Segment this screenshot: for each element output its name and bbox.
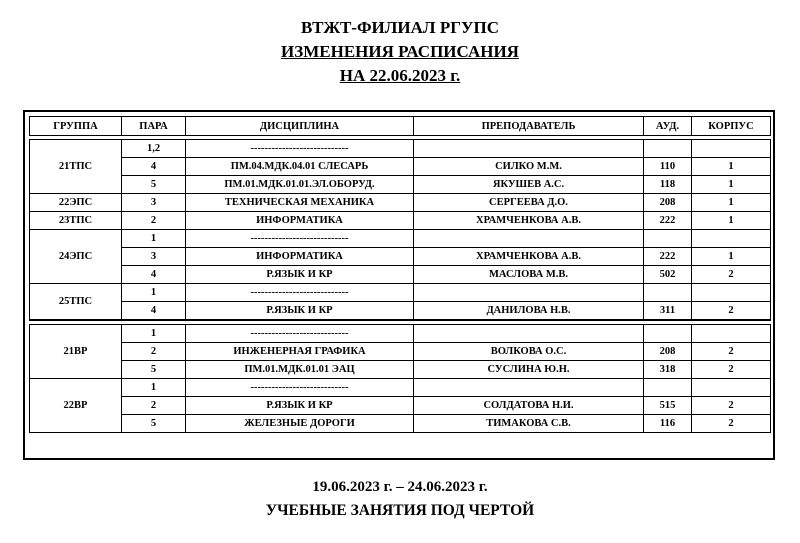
korpus-cell: 2 — [692, 397, 771, 415]
table-row — [30, 248, 771, 266]
aud-cell — [644, 379, 692, 397]
para-cell: 4 — [122, 302, 186, 321]
aud-cell: 208 — [644, 194, 692, 212]
discipline-cell: ---------------------------- — [186, 325, 414, 343]
aud-cell: 222 — [644, 212, 692, 230]
discipline-cell: Р.ЯЗЫК И КР — [186, 397, 414, 415]
korpus-cell: 2 — [692, 415, 771, 433]
teacher-cell: ХРАМЧЕНКОВА А.В. — [414, 212, 644, 230]
group-cell: 22ВР — [30, 379, 122, 433]
para-cell: 5 — [122, 415, 186, 433]
table-row — [30, 379, 771, 397]
aud-cell — [644, 230, 692, 248]
teacher-cell: МАСЛОВА М.В. — [414, 266, 644, 284]
teacher-cell — [414, 379, 644, 397]
teacher-cell: ХРАМЧЕНКОВА А.В. — [414, 248, 644, 266]
table-row — [30, 194, 771, 212]
discipline-cell: ПМ.04.МДК.04.01 СЛЕСАРЬ — [186, 158, 414, 176]
aud-cell: 311 — [644, 302, 692, 321]
aud-cell: 110 — [644, 158, 692, 176]
korpus-cell: 1 — [692, 158, 771, 176]
aud-cell: 208 — [644, 343, 692, 361]
schedule-frame — [23, 110, 775, 460]
group-cell: 21ТПС — [30, 140, 122, 194]
table-row — [30, 266, 771, 284]
korpus-cell — [692, 379, 771, 397]
discipline-cell: ПМ.01.МДК.01.01.ЭЛ.ОБОРУД. — [186, 176, 414, 194]
group-cell: 25ТПС — [30, 284, 122, 321]
header-date: НА 22.06.2023 г. — [339, 66, 461, 85]
aud-cell: 118 — [644, 176, 692, 194]
teacher-cell — [414, 325, 644, 343]
korpus-cell — [692, 230, 771, 248]
header-title: ИЗМЕНЕНИЯ РАСПИСАНИЯ — [281, 42, 519, 61]
para-cell: 2 — [122, 397, 186, 415]
para-cell: 4 — [122, 266, 186, 284]
para-cell: 1 — [122, 284, 186, 302]
table-row — [30, 140, 771, 158]
para-cell: 1 — [122, 230, 186, 248]
table-row — [30, 158, 771, 176]
teacher-cell — [414, 230, 644, 248]
para-cell: 3 — [122, 248, 186, 266]
discipline-cell: ИНЖЕНЕРНАЯ ГРАФИКА — [186, 343, 414, 361]
table-row — [30, 325, 771, 343]
teacher-cell: СЕРГЕЕВА Д.О. — [414, 194, 644, 212]
discipline-cell: ИНФОРМАТИКА — [186, 212, 414, 230]
aud-cell — [644, 140, 692, 158]
discipline-cell: ТЕХНИЧЕСКАЯ МЕХАНИКА — [186, 194, 414, 212]
korpus-cell — [692, 325, 771, 343]
col-header-discipline: ДИСЦИПЛИНА — [186, 117, 414, 136]
col-header-group: ГРУППА — [30, 117, 122, 136]
para-cell: 2 — [122, 212, 186, 230]
discipline-cell: ---------------------------- — [186, 230, 414, 248]
aud-cell: 502 — [644, 266, 692, 284]
discipline-cell: Р.ЯЗЫК И КР — [186, 302, 414, 321]
para-cell: 4 — [122, 158, 186, 176]
aud-cell: 318 — [644, 361, 692, 379]
teacher-cell — [414, 284, 644, 302]
teacher-cell — [414, 140, 644, 158]
table-row — [30, 284, 771, 302]
korpus-cell: 1 — [692, 176, 771, 194]
para-cell: 3 — [122, 194, 186, 212]
para-cell: 1 — [122, 325, 186, 343]
group-cell: 23ТПС — [30, 212, 122, 230]
group-cell: 22ЭПС — [30, 194, 122, 212]
discipline-cell: ПМ.01.МДК.01.01 ЭАЦ — [186, 361, 414, 379]
para-cell: 2 — [122, 343, 186, 361]
teacher-cell: СИЛКО М.М. — [414, 158, 644, 176]
discipline-cell: ИНФОРМАТИКА — [186, 248, 414, 266]
teacher-cell: СУСЛИНА Ю.Н. — [414, 361, 644, 379]
col-header-teacher: ПРЕПОДАВАТЕЛЬ — [414, 117, 644, 136]
discipline-cell: ---------------------------- — [186, 284, 414, 302]
discipline-cell: Р.ЯЗЫК И КР — [186, 266, 414, 284]
teacher-cell: СОЛДАТОВА Н.И. — [414, 397, 644, 415]
aud-cell — [644, 325, 692, 343]
table-row — [30, 176, 771, 194]
para-cell: 5 — [122, 176, 186, 194]
aud-cell — [644, 284, 692, 302]
teacher-cell: ВОЛКОВА О.С. — [414, 343, 644, 361]
footer-note: УЧЕБНЫЕ ЗАНЯТИЯ ПОД ЧЕРТОЙ — [265, 502, 535, 519]
korpus-cell: 2 — [692, 266, 771, 284]
para-cell: 1 — [122, 379, 186, 397]
table-row — [30, 212, 771, 230]
table-header-row — [30, 117, 771, 136]
teacher-cell: ДАНИЛОВА Н.В. — [414, 302, 644, 321]
teacher-cell: ТИМАКОВА С.В. — [414, 415, 644, 433]
korpus-cell: 1 — [692, 194, 771, 212]
aud-cell: 116 — [644, 415, 692, 433]
col-header-para: ПАРА — [122, 117, 186, 136]
discipline-cell: ЖЕЛЕЗНЫЕ ДОРОГИ — [186, 415, 414, 433]
korpus-cell: 2 — [692, 361, 771, 379]
korpus-cell: 1 — [692, 212, 771, 230]
schedule-table — [29, 116, 771, 433]
korpus-cell: 1 — [692, 248, 771, 266]
table-row — [30, 361, 771, 379]
table-row — [30, 397, 771, 415]
korpus-cell — [692, 284, 771, 302]
footer-dates: 19.06.2023 г. – 24.06.2023 г. — [312, 479, 488, 495]
header-institution: ВТЖТ-ФИЛИАЛ РГУПС — [300, 18, 500, 37]
col-header-korpus: КОРПУС — [692, 117, 771, 136]
aud-cell: 515 — [644, 397, 692, 415]
para-cell: 1,2 — [122, 140, 186, 158]
group-cell: 21ВР — [30, 325, 122, 379]
aud-cell: 222 — [644, 248, 692, 266]
group-cell: 24ЭПС — [30, 230, 122, 284]
table-row — [30, 230, 771, 248]
col-header-aud: АУД. — [644, 117, 692, 136]
schedule-body — [30, 136, 771, 433]
korpus-cell: 2 — [692, 343, 771, 361]
discipline-cell: ---------------------------- — [186, 140, 414, 158]
korpus-cell — [692, 140, 771, 158]
para-cell: 5 — [122, 361, 186, 379]
table-row — [30, 343, 771, 361]
table-row — [30, 415, 771, 433]
table-row — [30, 302, 771, 321]
discipline-cell: ---------------------------- — [186, 379, 414, 397]
teacher-cell: ЯКУШЕВ А.С. — [414, 176, 644, 194]
korpus-cell: 2 — [692, 302, 771, 321]
